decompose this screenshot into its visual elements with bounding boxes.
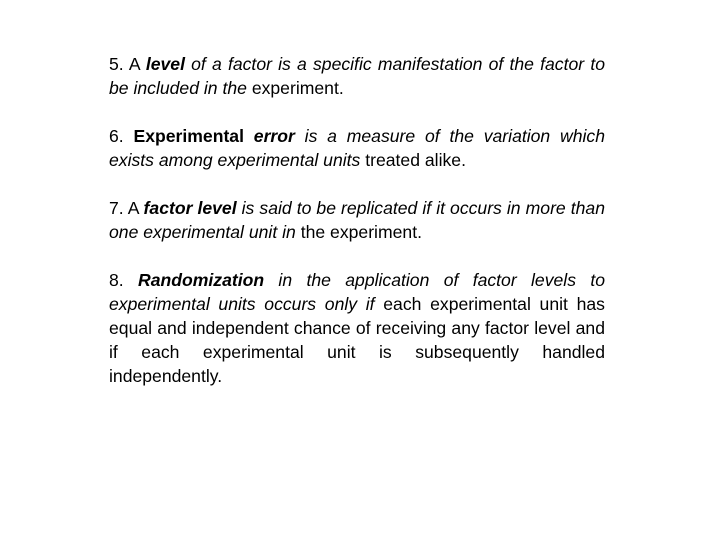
text-run: the experiment. (295, 222, 422, 242)
emphasized-term: error (253, 126, 295, 146)
emphasized-term: factor level (143, 198, 237, 218)
text-run: treated alike. (360, 150, 466, 170)
text-run: in the application of factor levels to experimental units occurs only if (109, 270, 606, 314)
text-run: experiment. (251, 78, 344, 98)
definition-paragraph-8 (109, 268, 605, 388)
text-run: is a measure of the variation which exists among experimental units (109, 126, 605, 170)
emphasized-term: Experimental (133, 126, 254, 146)
text-run: 6. (109, 126, 134, 146)
definition-paragraph-5 (109, 52, 605, 100)
definition-paragraph-7 (109, 196, 605, 244)
text-run: 5. A (109, 54, 146, 74)
emphasized-term: Randomization (138, 270, 265, 290)
text-run: is said to be replicated if it occurs in more than one experimental unit in (109, 198, 605, 242)
definition-paragraph-6 (109, 124, 605, 172)
text-run: 8. (109, 270, 139, 290)
text-run: each experimental unit has equal and independent chance of receiving any factor level and if each experimental unit is subsequently handled independently. (109, 294, 605, 386)
emphasized-term: level (145, 54, 185, 74)
text-run: 7. A (109, 198, 144, 218)
definitions-text-block (109, 52, 605, 412)
text-run: of a factor is a specific manifestation of the factor to be included in the (109, 54, 605, 98)
